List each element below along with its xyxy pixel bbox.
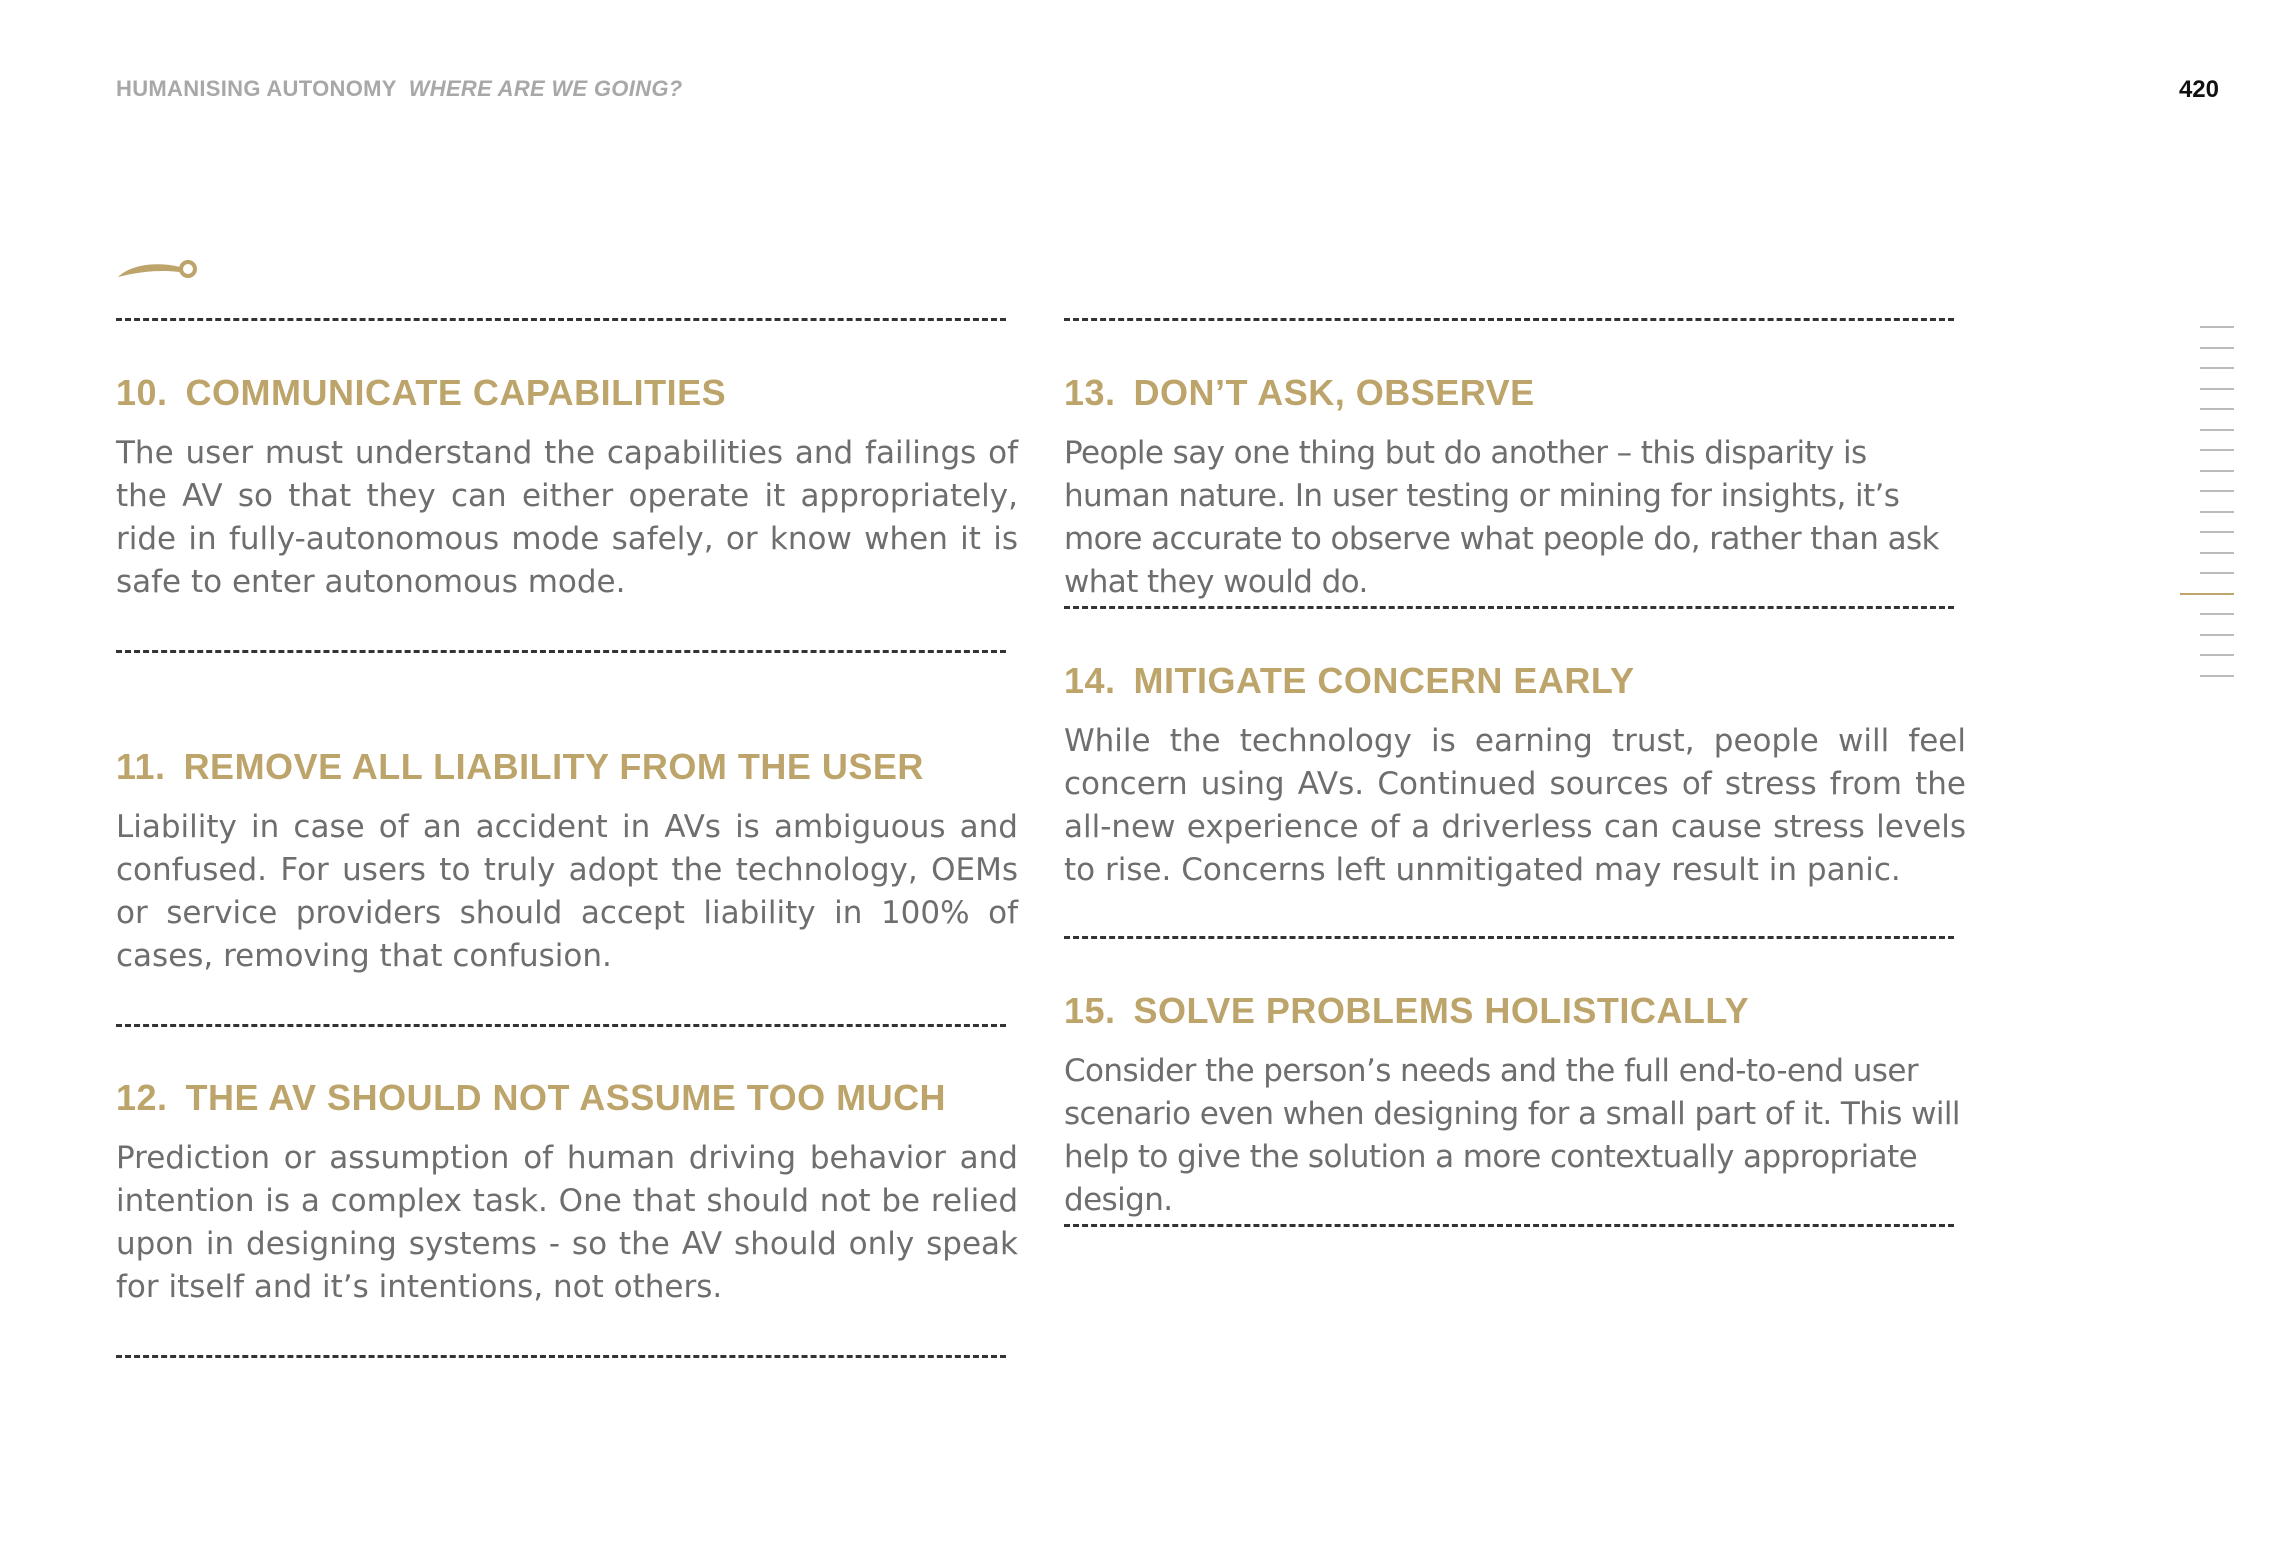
principle-14 bbox=[1064, 660, 1966, 892]
section-title: THE AV SHOULD NOT ASSUME TOO MUCH bbox=[185, 1077, 947, 1118]
section-number: 10. bbox=[116, 372, 168, 413]
running-header bbox=[116, 76, 682, 102]
nav-tick[interactable] bbox=[2200, 613, 2234, 615]
nav-tick[interactable] bbox=[2200, 531, 2234, 533]
logo-swoosh-icon bbox=[116, 255, 202, 289]
divider bbox=[1064, 606, 1954, 609]
nav-tick[interactable] bbox=[2200, 408, 2234, 410]
divider bbox=[1064, 1224, 1954, 1227]
nav-tick[interactable] bbox=[2200, 675, 2234, 677]
nav-tick[interactable] bbox=[2200, 654, 2234, 656]
section-title: MITIGATE CONCERN EARLY bbox=[1133, 660, 1635, 701]
principle-10 bbox=[116, 372, 1018, 604]
principle-13 bbox=[1064, 372, 1966, 604]
section-heading bbox=[1064, 990, 1966, 1032]
section-number: 12. bbox=[116, 1077, 168, 1118]
page-progress-nav bbox=[2198, 326, 2234, 695]
nav-tick[interactable] bbox=[2200, 367, 2234, 369]
section-title: COMMUNICATE CAPABILITIES bbox=[185, 372, 727, 413]
divider bbox=[116, 650, 1006, 653]
section-heading bbox=[116, 372, 1018, 414]
section-number: 11. bbox=[116, 746, 166, 787]
nav-tick[interactable] bbox=[2200, 388, 2234, 390]
divider bbox=[116, 318, 1006, 321]
nav-tick[interactable] bbox=[2200, 470, 2234, 472]
section-title: DON’T ASK, OBSERVE bbox=[1133, 372, 1535, 413]
nav-tick-active[interactable] bbox=[2180, 593, 2234, 595]
section-body: People say one thing but do another – this disparity is human nature. In user testing or mining for insights, it’s more accurate to observe what people do, rather than ask what they would do. bbox=[1064, 435, 1939, 600]
nav-tick[interactable] bbox=[2200, 449, 2234, 451]
nav-tick[interactable] bbox=[2200, 429, 2234, 431]
divider bbox=[116, 1024, 1006, 1027]
section-heading bbox=[116, 1077, 1018, 1119]
chapter-subtitle: WHERE ARE WE GOING? bbox=[408, 76, 683, 101]
divider bbox=[1064, 936, 1954, 939]
section-number: 15. bbox=[1064, 990, 1116, 1031]
nav-tick[interactable] bbox=[2200, 511, 2234, 513]
section-title: REMOVE ALL LIABILITY FROM THE USER bbox=[183, 746, 924, 787]
nav-tick[interactable] bbox=[2200, 552, 2234, 554]
section-body: Liability in case of an accident in AVs is ambiguous and confused. For users to truly adopt the technology, OEMs or service providers should accept liability in 100% of cases, removing that confusion. bbox=[116, 809, 1018, 974]
nav-tick[interactable] bbox=[2200, 490, 2234, 492]
principle-15 bbox=[1064, 990, 1966, 1222]
nav-tick[interactable] bbox=[2200, 347, 2234, 349]
section-heading bbox=[1064, 660, 1966, 702]
page-number: 420 bbox=[2178, 76, 2219, 103]
divider bbox=[1064, 318, 1954, 321]
section-body: While the technology is earning trust, people will feel concern using AVs. Continued sources of stress from the all-new experience of a driverless can cause stress levels to rise. Concerns left unmitigated may result in panic. bbox=[1064, 723, 1966, 888]
principle-11 bbox=[116, 746, 1018, 978]
section-title: SOLVE PROBLEMS HOLISTICALLY bbox=[1133, 990, 1750, 1031]
section-number: 14. bbox=[1064, 660, 1116, 701]
nav-tick[interactable] bbox=[2200, 572, 2234, 574]
nav-tick[interactable] bbox=[2200, 326, 2234, 328]
section-body: Prediction or assumption of human driving behavior and intention is a complex task. One that should not be relied upon in designing systems - so the AV should only speak for itself and it’s intentions, not others. bbox=[116, 1140, 1018, 1305]
document-title: HUMANISING AUTONOMY bbox=[116, 76, 397, 101]
nav-tick[interactable] bbox=[2200, 634, 2234, 636]
section-heading bbox=[1064, 372, 1966, 414]
section-heading bbox=[116, 746, 1018, 788]
divider bbox=[116, 1355, 1006, 1358]
section-body: Consider the person’s needs and the full end-to-end user scenario even when designing for a small part of it. This will help to give the solution a more contextually appropriate design. bbox=[1064, 1053, 1960, 1218]
section-number: 13. bbox=[1064, 372, 1116, 413]
principle-12 bbox=[116, 1077, 1018, 1309]
section-body: The user must understand the capabilities and failings of the AV so that they can either operate it appropriately, ride in fully-autonomous mode safely, or know when it is safe to enter autonomous mode. bbox=[116, 435, 1018, 600]
